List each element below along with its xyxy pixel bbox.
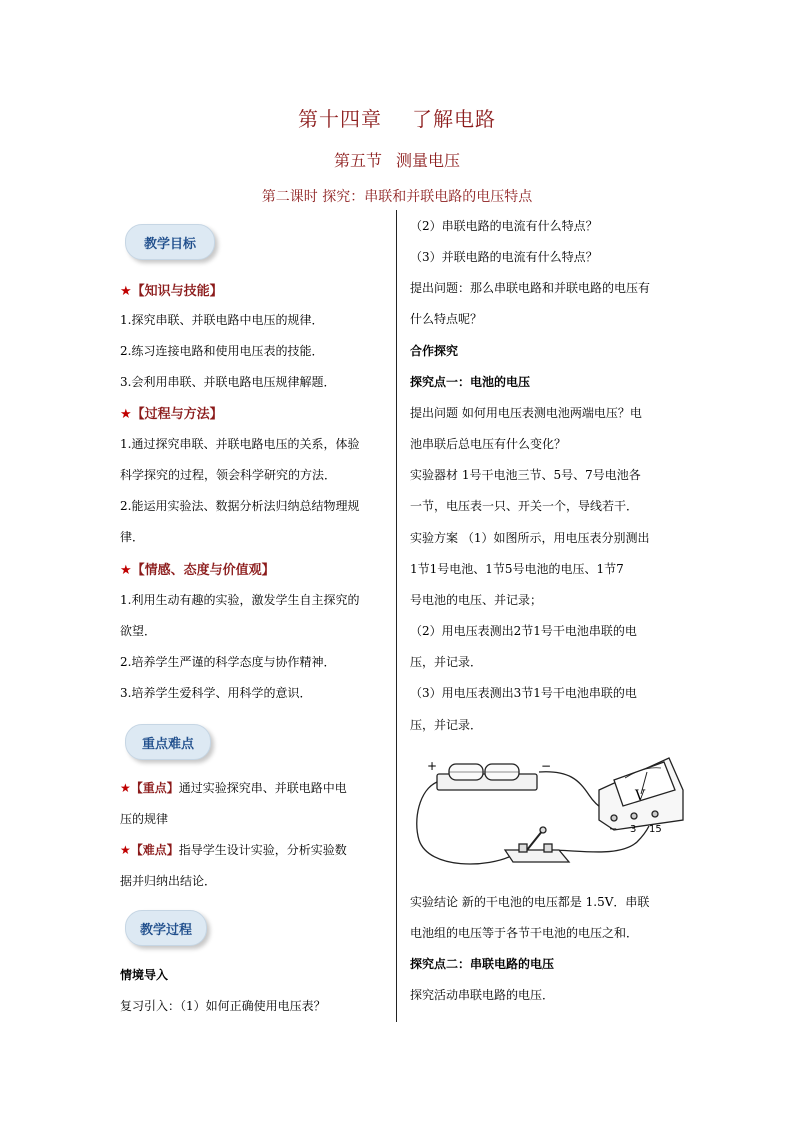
coop-heading: 合作探究 bbox=[410, 344, 459, 358]
badge-key-difficulty: 重点难点 bbox=[125, 724, 211, 760]
section-name: 测量电压 bbox=[396, 151, 461, 170]
text-line: （2）用电压表测出2节1号干电池串联的电 bbox=[410, 624, 637, 638]
switch-base bbox=[505, 850, 569, 862]
text-line: 一节，电压表一只、开关一个，导线若干． bbox=[410, 499, 639, 513]
text-line: 实验器材 1号干电池三节、5号、7号电池各 bbox=[410, 468, 641, 482]
chapter-number: 第十四章 bbox=[298, 107, 382, 131]
lesson-title: 第二课时 探究：串联和并联电路的电压特点 bbox=[261, 189, 533, 205]
terminal-15: 15 bbox=[649, 824, 662, 835]
text-line: 什么特点呢？ bbox=[410, 312, 483, 326]
minus-sign: − bbox=[541, 759, 552, 773]
emotion-item: 欲望． bbox=[120, 624, 157, 638]
switch-lever bbox=[527, 830, 543, 850]
knowledge-heading: ★【知识与技能】 bbox=[120, 284, 223, 299]
star-icon: ★ bbox=[120, 781, 131, 795]
text-line: 压，并记录． bbox=[410, 718, 483, 732]
voltmeter-label: V bbox=[635, 788, 646, 804]
review-text: 复习引入：（1）如何正确使用电压表？ bbox=[120, 999, 326, 1013]
section-title bbox=[0, 148, 794, 171]
emotion-item: 3.培养学生爱科学、用科学的意识． bbox=[120, 686, 312, 700]
text-line: 1节1号电池、1节5号电池的电压、1节7 bbox=[410, 562, 624, 576]
emotion-item: 2.培养学生严谨的科学态度与协作精神． bbox=[120, 655, 336, 669]
badge-teaching-process: 教学过程 bbox=[125, 910, 207, 946]
point1-heading: 探究点一：电池的电压 bbox=[410, 375, 531, 389]
star-icon: ★ bbox=[120, 843, 131, 857]
badge-teaching-goals: 教学目标 bbox=[125, 224, 215, 260]
intro-heading: 情境导入 bbox=[120, 968, 169, 982]
emotion-heading: ★【情感、态度与价值观】 bbox=[120, 563, 275, 578]
point2-heading: 探究点二：串联电路的电压 bbox=[410, 957, 555, 971]
text-line: 号电池的电压、并记录； bbox=[410, 593, 543, 607]
section-number: 第五节 bbox=[333, 151, 382, 170]
process-item: 科学探究的过程，领会科学研究的方法． bbox=[120, 468, 337, 482]
star-icon: ★ bbox=[120, 563, 132, 578]
knowledge-item: 3.会利用串联、并联电路电压规律解题． bbox=[120, 375, 336, 389]
process-heading: ★【过程与方法】 bbox=[120, 407, 223, 422]
text-line: （3）并联电路的电流有什么特点？ bbox=[410, 250, 598, 264]
knowledge-item: 2.练习连接电路和使用电压表的技能． bbox=[120, 344, 324, 358]
chapter-name: 了解电路 bbox=[412, 107, 496, 131]
text-line: 压，并记录． bbox=[410, 655, 483, 669]
chapter-title bbox=[0, 103, 794, 132]
plus-sign: + bbox=[427, 759, 438, 773]
process-item: 律． bbox=[120, 530, 145, 544]
text-line: 探究活动串联电路的电压． bbox=[410, 988, 555, 1002]
difficulty-cont: 据并归纳出结论． bbox=[120, 874, 217, 888]
text-line: 池串联后总电压有什么变化？ bbox=[410, 437, 567, 451]
text-line: （3）用电压表测出3节1号干电池串联的电 bbox=[410, 686, 637, 700]
star-icon: ★ bbox=[120, 407, 132, 422]
text-line: 提出问题：那么串联电路和并联电路的电压有 bbox=[410, 281, 651, 295]
knowledge-item: 1.探究串联、并联电路中电压的规律． bbox=[120, 313, 324, 327]
key-point-cont: 压的规律 bbox=[120, 812, 169, 826]
process-item: 1.通过探究串联、并联电路电压的关系，体验 bbox=[120, 437, 360, 451]
text-line: （2）串联电路的电流有什么特点？ bbox=[410, 219, 598, 233]
terminal-3: 3 bbox=[630, 824, 637, 835]
star-icon: ★ bbox=[120, 284, 132, 299]
emotion-item: 1.利用生动有趣的实验，激发学生自主探究的 bbox=[120, 593, 360, 607]
text-line: 实验方案 （1）如图所示，用电压表分别测出 bbox=[410, 531, 650, 545]
text-line: 电池组的电压等于各节干电池的电压之和． bbox=[410, 926, 639, 940]
key-point: ★【重点】通过实验探究串、并联电路中电 bbox=[120, 781, 347, 795]
column-divider bbox=[396, 210, 397, 1022]
terminal-minus: − bbox=[609, 824, 618, 835]
text-line: 提出问题 如何用电压表测电池两端电压？电 bbox=[410, 406, 642, 420]
text-line: 实验结论 新的干电池的电压都是 1.5V．串联 bbox=[410, 895, 650, 909]
wire-top bbox=[417, 782, 513, 864]
circuit-diagram bbox=[409, 750, 689, 880]
process-item: 2.能运用实验法、数据分析法归纳总结物理规 bbox=[120, 499, 360, 513]
difficulty: ★【难点】指导学生设计实验，分析实验数 bbox=[120, 843, 347, 857]
